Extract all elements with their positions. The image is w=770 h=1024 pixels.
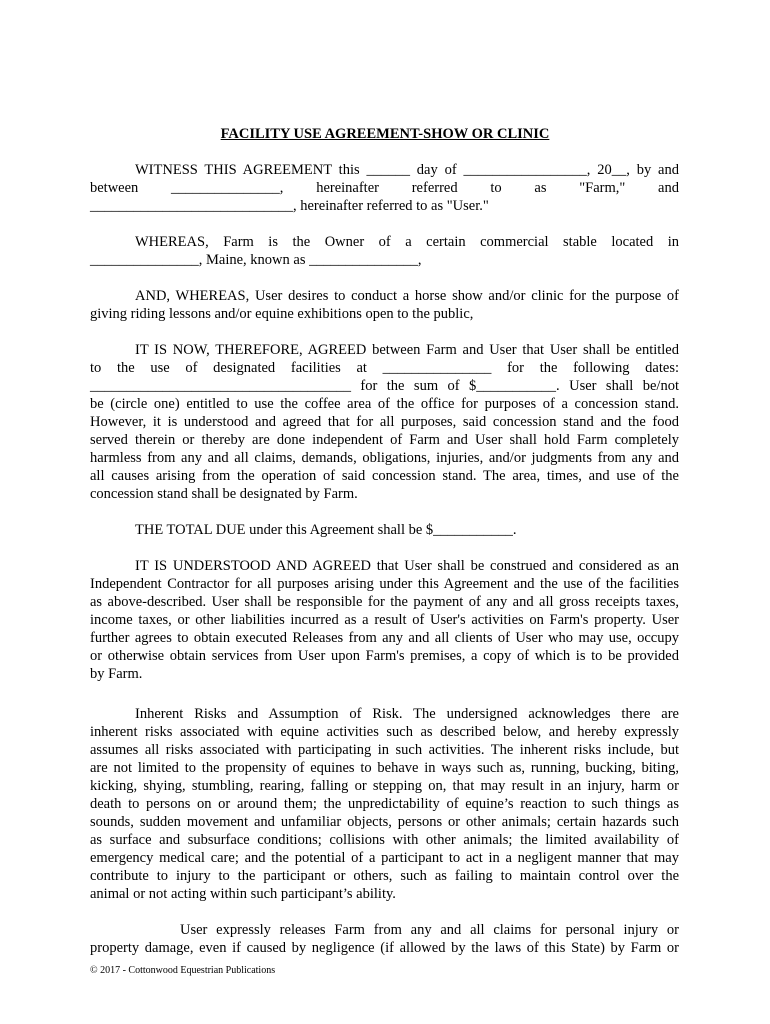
total-due-paragraph [90,521,679,539]
paragraph-line: AND, WHEREAS, User desires to conduct a horse show and/or clinic for the purpose of [135,288,679,304]
paragraph-line: ____________________________________ for the sum of $___________. User shall be/not [90,378,679,394]
paragraph-line: or otherwise obtain services from User upon Farm's premises, a copy of which is to be provided [90,648,679,664]
paragraph-line: kicking, shying, stumbling, rearing, falling or stepping on, that may result in an injury, harm or [90,778,679,794]
independent-contractor-paragraph [90,557,679,683]
paragraph-line: death to persons on or around them; the unpredictability of equine’s reaction to such things as [90,796,679,812]
paragraph-line: Independent Contractor for all purposes arising under this Agreement and the use of the facilities [90,576,679,592]
whereas-paragraph [90,233,679,269]
paragraph-line: User expressly releases Farm from any and all claims for personal injury or [180,922,679,938]
witness-paragraph [90,161,679,215]
paragraph-line: harmless from any and all claims, demands, obligations, injuries, and/or judgments from any and [90,450,679,466]
inherent-risks-paragraph [90,705,679,903]
paragraph-line: THE TOTAL DUE under this Agreement shall be $___________. [135,522,517,538]
and-whereas-paragraph [90,287,679,323]
paragraph-line: sounds, sudden movement and unfamiliar objects, persons or other animals; certain hazards such [90,814,679,830]
paragraph-line: IT IS NOW, THEREFORE, AGREED between Farm and User that User shall be entitled [135,342,679,358]
agreement-paragraph [90,341,679,503]
paragraph-line: are not limited to the propensity of equines to behave in ways such as, running, bucking, biting, [90,760,679,776]
paragraph-line: WHEREAS, Farm is the Owner of a certain commercial stable located in [135,234,679,250]
paragraph-line: animal or not acting within such participant’s ability. [90,886,396,902]
paragraph-line: inherent risks associated with equine activities such as described below, and hereby expressly [90,724,679,740]
paragraph-line: assumes all risks associated with participating in such activities. The inherent risks include, but [90,742,679,758]
paragraph-line: further agrees to obtain executed Releases from any and all clients of User who may use, occupy [90,630,679,646]
paragraph-line: Inherent Risks and Assumption of Risk. The undersigned acknowledges there are [135,706,679,722]
paragraph-line: as surface and subsurface conditions; collisions with other animals; the limited availability of [90,832,679,848]
paragraph-line: property damage, even if caused by negligence (if allowed by the laws of this State) by Farm or [90,940,679,956]
paragraph-line: _______________, Maine, known as _______________, [90,252,422,268]
paragraph-line: IT IS UNDERSTOOD AND AGREED that User shall be construed and considered as an [135,558,679,574]
paragraph-line: to the use of designated facilities at _______________ for the following dates: [90,360,679,376]
paragraph-line: giving riding lessons and/or equine exhibitions open to the public, [90,306,474,322]
paragraph-line: contribute to injury to the participant or others, such as failing to maintain control over the [90,868,679,884]
copyright-footer: © 2017 - Cottonwood Equestrian Publications [90,965,276,976]
release-paragraph [90,921,679,957]
paragraph-line: income taxes, or other liabilities incurred as a result of User's activities on Farm's property. User [90,612,679,628]
paragraph-line: However, it is understood and agreed that for all purposes, said concession stand and the food [90,414,679,430]
paragraph-line: concession stand shall be designated by Farm. [90,486,358,502]
paragraph-line: WITNESS THIS AGREEMENT this ______ day of _________________, 20__, by and [135,162,679,178]
document-title: FACILITY USE AGREEMENT-SHOW OR CLINIC [220,126,550,142]
paragraph-line: between _______________, hereinafter referred to as "Farm," and [90,180,679,196]
paragraph-line: be (circle one) entitled to use the coffee area of the office for purposes of a concession stand. [90,396,679,412]
paragraph-line: served therein or thereby are done independent of Farm and User shall hold Farm completely [90,432,679,448]
paragraph-line: ____________________________, hereinafter referred to as "User." [90,198,489,214]
paragraph-line: by Farm. [90,666,143,682]
paragraph-line: as above-described. User shall be responsible for the payment of any and all gross receipts taxes, [90,594,679,610]
paragraph-line: all causes arising from the operation of said concession stand. The area, times, and use of the [90,468,679,484]
paragraph-line: emergency medical care; and the potential of a participant to act in a negligent manner that may [90,850,679,866]
